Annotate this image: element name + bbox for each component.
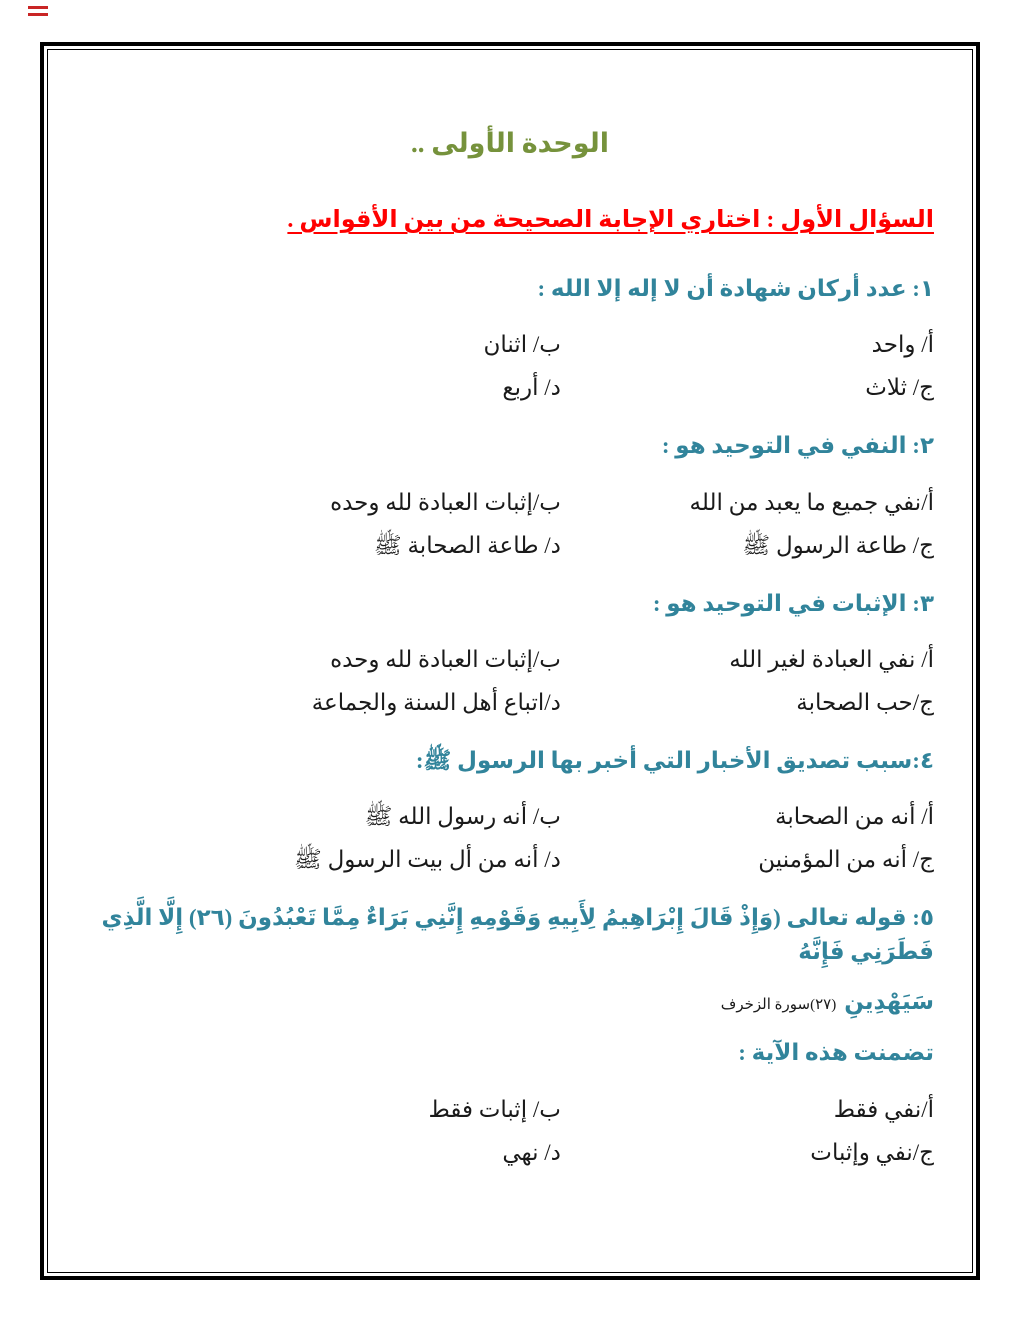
question-4-option-c: ج/ أنه من المؤمنين	[758, 847, 934, 873]
question-2-text: ٢: النفي في التوحيد هو :	[661, 433, 934, 459]
question-1-block	[86, 272, 934, 409]
question-3-block	[86, 587, 934, 724]
question-1-options-row-2	[86, 366, 934, 409]
question-3-options	[86, 638, 934, 724]
stray-red-mark	[28, 6, 48, 16]
question-1-text: ١: عدد أركان شهادة أن لا إله إلا الله :	[537, 276, 934, 301]
question-4-text: ٤:سبب تصديق الأخبار التي أخبر بها الرسول ﷺ:	[415, 748, 934, 774]
question-5-options	[86, 1088, 934, 1174]
question-4-option-d: د/ أنه من أل بيت الرسول ﷺ	[294, 847, 561, 873]
question-5-verse-line-1: ٥: قوله تعالى (وَإِذْ قَالَ إِبْرَاهِيمُ لِأَبِيهِ وَقَوْمِهِ إِنَّنِي بَرَاءٌ مِمَّا تَعْبُدُونَ (٢٦) إِلَّا الَّذِي فَطَرَنِي فَإِنَّهُ	[101, 905, 934, 964]
question-2-option-b: ب/إثبات العبادة لله وحده	[330, 489, 561, 515]
question-2-block	[86, 429, 934, 566]
question-4-block	[86, 744, 934, 881]
question-5-options-row-1	[86, 1088, 934, 1131]
question-2-option-a: أ/نفي جميع ما يعبد من الله	[689, 489, 934, 515]
question-5-option-a: أ/نفي فقط	[833, 1096, 934, 1122]
question-2-option-d: د/ طاعة الصحابة ﷺ	[373, 532, 561, 558]
question-5-verse-line-2	[86, 986, 934, 1018]
question-3-option-a: أ/ نفي العبادة لغير الله	[729, 647, 934, 673]
question-4-option-a: أ/ أنه من الصحابة	[775, 804, 934, 830]
question-5-surah-reference: (٢٧)سورة الزخرف	[720, 997, 837, 1014]
question-5-option-c: ج/نفي وإثبات	[810, 1139, 934, 1165]
question-3-option-c: ج/حب الصحابة	[796, 690, 934, 716]
question-2-option-c: ج/ طاعة الرسول ﷺ	[742, 532, 934, 558]
question-1-option-d: د/ أربع	[502, 375, 561, 401]
question-1-options-row-1	[86, 323, 934, 366]
document-content	[46, 46, 974, 1194]
question-5-prompt: تضمنت هذه الآية :	[738, 1040, 934, 1066]
question-5-option-d: د/ نهي	[502, 1139, 561, 1165]
question-1-options	[86, 323, 934, 409]
document-title: الوحدة الأولى ..	[410, 128, 610, 158]
question-5-options-row-2	[86, 1131, 934, 1174]
question-5-verse-word: سَيَهْدِينِ	[844, 989, 934, 1015]
question-3-option-d: د/اتباع أهل السنة والجماعة	[311, 690, 561, 716]
question-4-options-row-1	[86, 795, 934, 838]
question-3-text: ٣: الإثبات في التوحيد هو :	[652, 590, 934, 616]
question-3-option-b: ب/إثبات العبادة لله وحده	[330, 647, 561, 673]
question-5-option-b: ب/ إثبات فقط	[428, 1096, 561, 1122]
section-heading: السؤال الأول : اختاري الإجابة الصحيحة من بين الأقواس .	[287, 207, 934, 233]
question-2-options	[86, 481, 934, 567]
question-1-option-c: ج/ ثلاث	[865, 375, 934, 401]
question-3-options-row-2	[86, 681, 934, 724]
question-1-option-a: أ/ واحد	[871, 332, 934, 358]
question-4-options-row-2	[86, 838, 934, 881]
question-5-block	[86, 901, 934, 1173]
question-3-options-row-1	[86, 638, 934, 681]
question-4-options	[86, 795, 934, 881]
question-4-option-b: ب/ أنه رسول الله ﷺ	[364, 804, 561, 830]
question-2-options-row-2	[86, 524, 934, 567]
question-1-option-b: ب/ اثنان	[483, 332, 561, 358]
question-2-options-row-1	[86, 481, 934, 524]
